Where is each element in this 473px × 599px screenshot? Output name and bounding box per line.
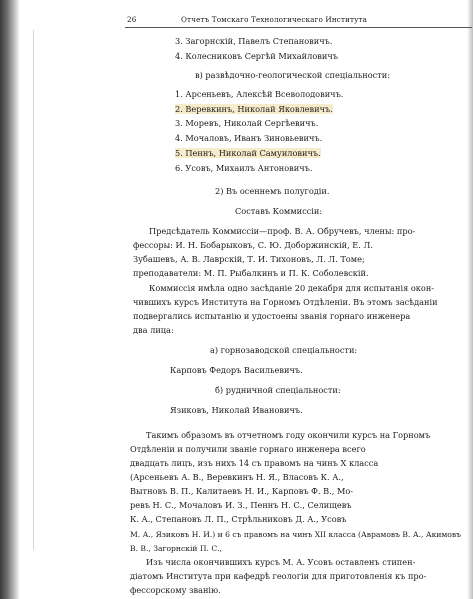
scan-shadow-right: [467, 0, 473, 599]
paragraph-line: Зубашевъ, А. В. Лаврскiй, Т. И. Тихоновъ, Л. Л. Томе;: [133, 254, 365, 264]
page-number: 26: [127, 15, 137, 24]
list-item: 6. Усовъ, Михаилъ Антоновичъ.: [175, 163, 313, 173]
list-item: 5. Пеннъ, Николай Самуиловичъ.: [175, 148, 321, 158]
list-item: 4. Колесниковъ Сергѣй Михайловичъ: [175, 51, 338, 61]
paragraph-line: подвергались испытанiю и удостоены званiя горнаго инженера: [133, 311, 411, 321]
paragraph-line: ревъ Н. С., Мочаловъ И. З., Пеннъ Н. С., Селищевъ: [130, 500, 352, 510]
paragraph-line: Отдѣленiи и получили званiе горнаго инженера всего: [130, 444, 366, 454]
paragraph-line: М. А., Язиковъ Н. И.) и 6 съ правомъ на чинъ XII класса (Аврамовъ В. А., Акимовъ В. В., Загорнскiй П. С.,: [130, 530, 461, 553]
list-item: 3. Загорнскiй, Павелъ Степановичъ.: [175, 36, 333, 46]
paragraph-line: (Арсеньевъ А. В., Веревкинъ Н. Я., Власовъ К. А.,: [130, 472, 344, 482]
header-rule: [125, 27, 472, 28]
paragraph-line: фессоры: И. Н. Бобарыковъ, С. Ю. Доборжинскiй, Е. Л.: [133, 240, 373, 250]
paragraph-line: чившихъ курсъ Института на Горномъ Отдѣленiи. Въ этомъ засѣданiи: [133, 297, 438, 307]
paragraph-line: К. А., Степановъ Л. П., Стрѣльниковъ Д. А., Усовъ: [130, 514, 347, 524]
paragraph-line: дiатомъ Института при кафедрѣ геологiи для приготовленiя къ про-: [130, 571, 427, 581]
section-heading: в) развѣдочно-геологической спецiальности:: [195, 70, 390, 80]
paragraph-line: Вытновъ В. П., Калитаевъ Н. И., Карповъ Ф. В., Мо-: [130, 486, 354, 496]
paragraph-line: Коммиссiя имѣла одно засѣданiе 20 декабря для испытанiя окон-: [149, 283, 435, 293]
paragraph-line: два лица:: [133, 325, 174, 335]
paragraph-line: преподаватели: М. П. Рыбалкинъ и П. К. Соболевскiй.: [133, 268, 369, 278]
paragraph-line: Изъ числа окончившихъ курсъ М. А. Усовъ оставленъ стипен-: [146, 557, 416, 567]
paragraph-line: Предсѣдатель Коммиссiи—проф. В. А. Обручевъ, члены: про-: [149, 226, 416, 236]
section-heading: а) горнозаводской спецiальности:: [210, 345, 358, 355]
list-item: Язиковъ, Николай Ивановичъ.: [170, 405, 303, 415]
running-title: Отчетъ Томскаго Технологическаго Института: [181, 15, 368, 24]
scan-shadow-left: [0, 0, 20, 599]
scan-fold-line: [33, 30, 34, 550]
section-heading: 2) Въ осеннемъ полугодiи.: [215, 186, 330, 196]
paragraph-line: Такимъ образомъ въ отчетномъ году окончили курсъ на Горномъ: [146, 430, 431, 440]
list-item: Карповъ Федоръ Васильевичъ.: [170, 365, 303, 375]
document-page: [20, 0, 467, 599]
paragraph-line: фессорскому званiю.: [130, 585, 221, 595]
paragraph-line: двадцать лицъ, изъ нихъ 14 съ правомъ на чинъ X класса: [130, 458, 379, 468]
section-heading: Составъ Коммиссiи:: [235, 206, 323, 216]
list-item: 1. Арсеньевъ, Алексѣй Всеволодовичъ.: [175, 89, 344, 99]
list-item: 3. Моревъ, Николай Сергѣевичъ.: [175, 118, 319, 128]
section-heading: б) рудничной спецiальности:: [215, 385, 341, 395]
list-item: 4. Мочаловъ, Иванъ Зиновьевичъ.: [175, 133, 323, 143]
list-item: 2. Верeвкинъ, Николай Яковлевичъ.: [175, 104, 333, 114]
